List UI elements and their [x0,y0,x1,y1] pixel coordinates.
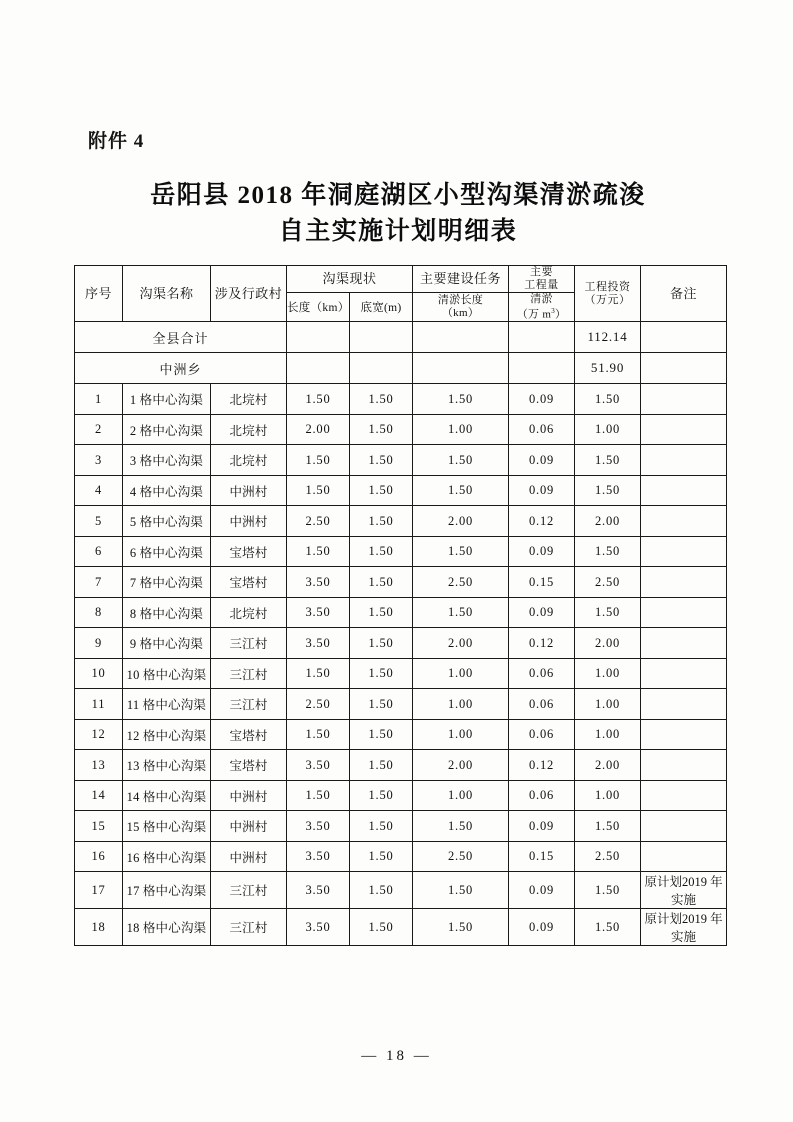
row-length: 1.50 [287,719,350,750]
row-width: 1.50 [350,628,413,659]
row-dredge-volume: 0.09 [509,384,575,415]
row-remark [641,658,727,689]
row-length: 3.50 [287,628,350,659]
row-seq: 15 [75,811,123,842]
header-length-km: 长度（km） [287,293,350,322]
row-width: 1.50 [350,750,413,781]
total-label-county: 全县合计 [75,322,287,353]
total-township-dredge-volume [509,353,575,384]
title-line-2: 自主实施计划明细表 [278,218,518,246]
row-dredge-volume: 0.09 [509,811,575,842]
row-dredge-length: 1.50 [413,445,509,476]
row-length: 2.00 [287,414,350,445]
row-canal-name: 2 格中心沟渠 [123,414,211,445]
row-canal-name: 6 格中心沟渠 [123,536,211,567]
row-dredge-length: 1.50 [413,811,509,842]
row-village: 三江村 [211,689,287,720]
row-width: 1.50 [350,536,413,567]
row-canal-name: 4 格中心沟渠 [123,475,211,506]
row-remark [641,597,727,628]
row-width: 1.50 [350,445,413,476]
row-seq: 5 [75,506,123,537]
row-seq: 16 [75,841,123,872]
row-village: 北垸村 [211,597,287,628]
row-dredge-length: 1.00 [413,414,509,445]
row-village: 中洲村 [211,780,287,811]
table-row [75,414,727,445]
row-remark [641,811,727,842]
row-length: 1.50 [287,658,350,689]
row-dredge-length: 2.50 [413,567,509,598]
table-row [75,445,727,476]
row-investment: 1.00 [575,780,641,811]
row-investment: 1.00 [575,719,641,750]
row-length: 3.50 [287,872,350,909]
row-dredge-volume: 0.15 [509,567,575,598]
row-width: 1.50 [350,567,413,598]
row-village: 宝塔村 [211,719,287,750]
row-remark [641,384,727,415]
row-canal-name: 14 格中心沟渠 [123,780,211,811]
row-village: 宝塔村 [211,567,287,598]
row-investment: 2.00 [575,628,641,659]
row-width: 1.50 [350,872,413,909]
row-length: 1.50 [287,445,350,476]
row-investment: 1.50 [575,872,641,909]
header-dredge-length: 清淤长度 （km） [413,293,509,322]
row-canal-name: 5 格中心沟渠 [123,506,211,537]
total-township-width [350,353,413,384]
row-investment: 1.50 [575,909,641,946]
row-village: 北垸村 [211,445,287,476]
title-line-1: 岳阳县 2018 年洞庭湖区小型沟渠清淤疏浚 [150,182,646,209]
table-row [75,841,727,872]
row-village: 中洲村 [211,841,287,872]
row-canal-name: 17 格中心沟渠 [123,872,211,909]
row-village: 中洲村 [211,475,287,506]
row-width: 1.50 [350,384,413,415]
total-county-investment: 112.14 [575,322,641,353]
row-investment: 1.50 [575,384,641,415]
table-body [75,322,727,946]
row-length: 2.50 [287,689,350,720]
total-township-dredge-length [413,353,509,384]
row-remark: 原计划2019 年实施 [641,872,727,909]
table-row [75,628,727,659]
total-county-length [287,322,350,353]
row-length: 3.50 [287,567,350,598]
header-main-task: 主要建设任务 [413,266,509,293]
row-dredge-length: 2.00 [413,628,509,659]
table-row [75,780,727,811]
row-length: 3.50 [287,750,350,781]
row-width: 1.50 [350,811,413,842]
table-row [75,909,727,946]
row-investment: 1.00 [575,689,641,720]
total-township-investment: 51.90 [575,353,641,384]
row-investment: 1.50 [575,445,641,476]
row-length: 3.50 [287,811,350,842]
row-seq: 2 [75,414,123,445]
row-dredge-volume: 0.09 [509,445,575,476]
row-dredge-length: 1.50 [413,384,509,415]
row-remark [641,475,727,506]
header-remark: 备注 [641,266,727,322]
row-village: 北垸村 [211,414,287,445]
plan-detail-table-wrapper [74,265,726,946]
row-length: 3.50 [287,909,350,946]
row-canal-name: 12 格中心沟渠 [123,719,211,750]
row-dredge-volume: 0.15 [509,841,575,872]
row-village: 三江村 [211,658,287,689]
row-width: 1.50 [350,909,413,946]
row-village: 宝塔村 [211,536,287,567]
table-row-total-county [75,322,727,353]
row-seq: 12 [75,719,123,750]
row-length: 1.50 [287,780,350,811]
row-dredge-volume: 0.12 [509,506,575,537]
row-remark [641,689,727,720]
row-dredge-volume: 0.06 [509,780,575,811]
table-row [75,719,727,750]
header-row-1 [75,266,727,293]
row-village: 三江村 [211,909,287,946]
row-dredge-volume: 0.06 [509,658,575,689]
row-dredge-length: 2.50 [413,841,509,872]
row-dredge-length: 2.00 [413,750,509,781]
table-row [75,475,727,506]
row-seq: 3 [75,445,123,476]
row-investment: 1.50 [575,811,641,842]
page-footer: — 18 — [361,1048,432,1064]
row-width: 1.50 [350,475,413,506]
row-investment: 1.00 [575,414,641,445]
table-header [75,266,727,322]
row-seq: 17 [75,872,123,909]
row-dredge-volume: 0.06 [509,719,575,750]
row-dredge-length: 1.50 [413,872,509,909]
row-village: 宝塔村 [211,750,287,781]
row-village: 三江村 [211,872,287,909]
row-width: 1.50 [350,414,413,445]
row-seq: 18 [75,909,123,946]
row-seq: 1 [75,384,123,415]
header-seq: 序号 [75,266,123,322]
row-investment: 1.50 [575,475,641,506]
row-seq: 6 [75,536,123,567]
row-village: 三江村 [211,628,287,659]
row-canal-name: 11 格中心沟渠 [123,689,211,720]
total-county-dredge-length [413,322,509,353]
row-dredge-volume: 0.06 [509,414,575,445]
row-width: 1.50 [350,506,413,537]
row-investment: 1.50 [575,597,641,628]
table-row-total-township [75,353,727,384]
row-dredge-length: 1.00 [413,658,509,689]
row-width: 1.50 [350,841,413,872]
header-investment: 工程投资 （万元） [575,266,641,322]
row-dredge-volume: 0.09 [509,475,575,506]
table-row [75,506,727,537]
row-dredge-volume: 0.06 [509,689,575,720]
row-canal-name: 8 格中心沟渠 [123,597,211,628]
table-row [75,872,727,909]
header-village: 涉及行政村 [211,266,287,322]
row-length: 1.50 [287,536,350,567]
total-township-length [287,353,350,384]
row-width: 1.50 [350,719,413,750]
row-seq: 10 [75,658,123,689]
row-remark [641,536,727,567]
row-canal-name: 15 格中心沟渠 [123,811,211,842]
row-dredge-length: 1.50 [413,475,509,506]
row-investment: 2.50 [575,841,641,872]
row-dredge-length: 1.00 [413,780,509,811]
row-canal-name: 10 格中心沟渠 [123,658,211,689]
table-row [75,750,727,781]
header-canal-name: 沟渠名称 [123,266,211,322]
total-label-township: 中洲乡 [75,353,287,384]
plan-detail-table [74,265,727,946]
row-dredge-length: 1.50 [413,597,509,628]
total-county-remark [641,322,727,353]
row-remark [641,841,727,872]
attachment-label: 附件 4 [88,131,145,152]
row-canal-name: 16 格中心沟渠 [123,841,211,872]
row-investment: 2.00 [575,506,641,537]
header-dredge-volume: 清淤 （万 $m^3$） [509,293,575,322]
total-township-remark [641,353,727,384]
row-canal-name: 1 格中心沟渠 [123,384,211,415]
table-row [75,597,727,628]
row-dredge-volume: 0.09 [509,597,575,628]
total-county-width [350,322,413,353]
page-title [78,178,718,251]
table-row [75,689,727,720]
row-dredge-length: 1.50 [413,536,509,567]
row-seq: 9 [75,628,123,659]
row-dredge-length: 1.50 [413,909,509,946]
row-dredge-volume: 0.12 [509,750,575,781]
row-village: 北垸村 [211,384,287,415]
row-seq: 14 [75,780,123,811]
row-width: 1.50 [350,689,413,720]
row-investment: 2.50 [575,567,641,598]
table-row [75,658,727,689]
row-dredge-volume: 0.09 [509,872,575,909]
row-seq: 4 [75,475,123,506]
table-row [75,384,727,415]
row-dredge-volume: 0.09 [509,909,575,946]
row-seq: 13 [75,750,123,781]
row-canal-name: 18 格中心沟渠 [123,909,211,946]
row-width: 1.50 [350,780,413,811]
row-investment: 1.50 [575,536,641,567]
row-remark [641,445,727,476]
header-main-quantity: 主要 工程量 [509,266,575,293]
header-current-status: 沟渠现状 [287,266,413,293]
row-dredge-volume: 0.09 [509,536,575,567]
total-county-dredge-volume [509,322,575,353]
row-length: 3.50 [287,841,350,872]
row-canal-name: 3 格中心沟渠 [123,445,211,476]
row-seq: 7 [75,567,123,598]
row-village: 中洲村 [211,506,287,537]
table-row [75,536,727,567]
row-village: 中洲村 [211,811,287,842]
table-row [75,811,727,842]
row-remark [641,628,727,659]
row-canal-name: 7 格中心沟渠 [123,567,211,598]
row-investment: 1.00 [575,658,641,689]
row-seq: 11 [75,689,123,720]
row-width: 1.50 [350,658,413,689]
row-dredge-length: 1.00 [413,689,509,720]
row-dredge-volume: 0.12 [509,628,575,659]
row-remark [641,750,727,781]
table-row [75,567,727,598]
row-width: 1.50 [350,597,413,628]
row-dredge-length: 2.00 [413,506,509,537]
row-remark [641,780,727,811]
row-length: 1.50 [287,475,350,506]
row-length: 2.50 [287,506,350,537]
row-remark [641,414,727,445]
row-length: 3.50 [287,597,350,628]
row-investment: 2.00 [575,750,641,781]
row-dredge-length: 1.00 [413,719,509,750]
row-length: 1.50 [287,384,350,415]
header-bottom-width: 底宽(m) [350,293,413,322]
row-seq: 8 [75,597,123,628]
row-remark [641,567,727,598]
row-canal-name: 9 格中心沟渠 [123,628,211,659]
row-remark [641,506,727,537]
row-remark [641,719,727,750]
row-canal-name: 13 格中心沟渠 [123,750,211,781]
row-remark: 原计划2019 年实施 [641,909,727,946]
